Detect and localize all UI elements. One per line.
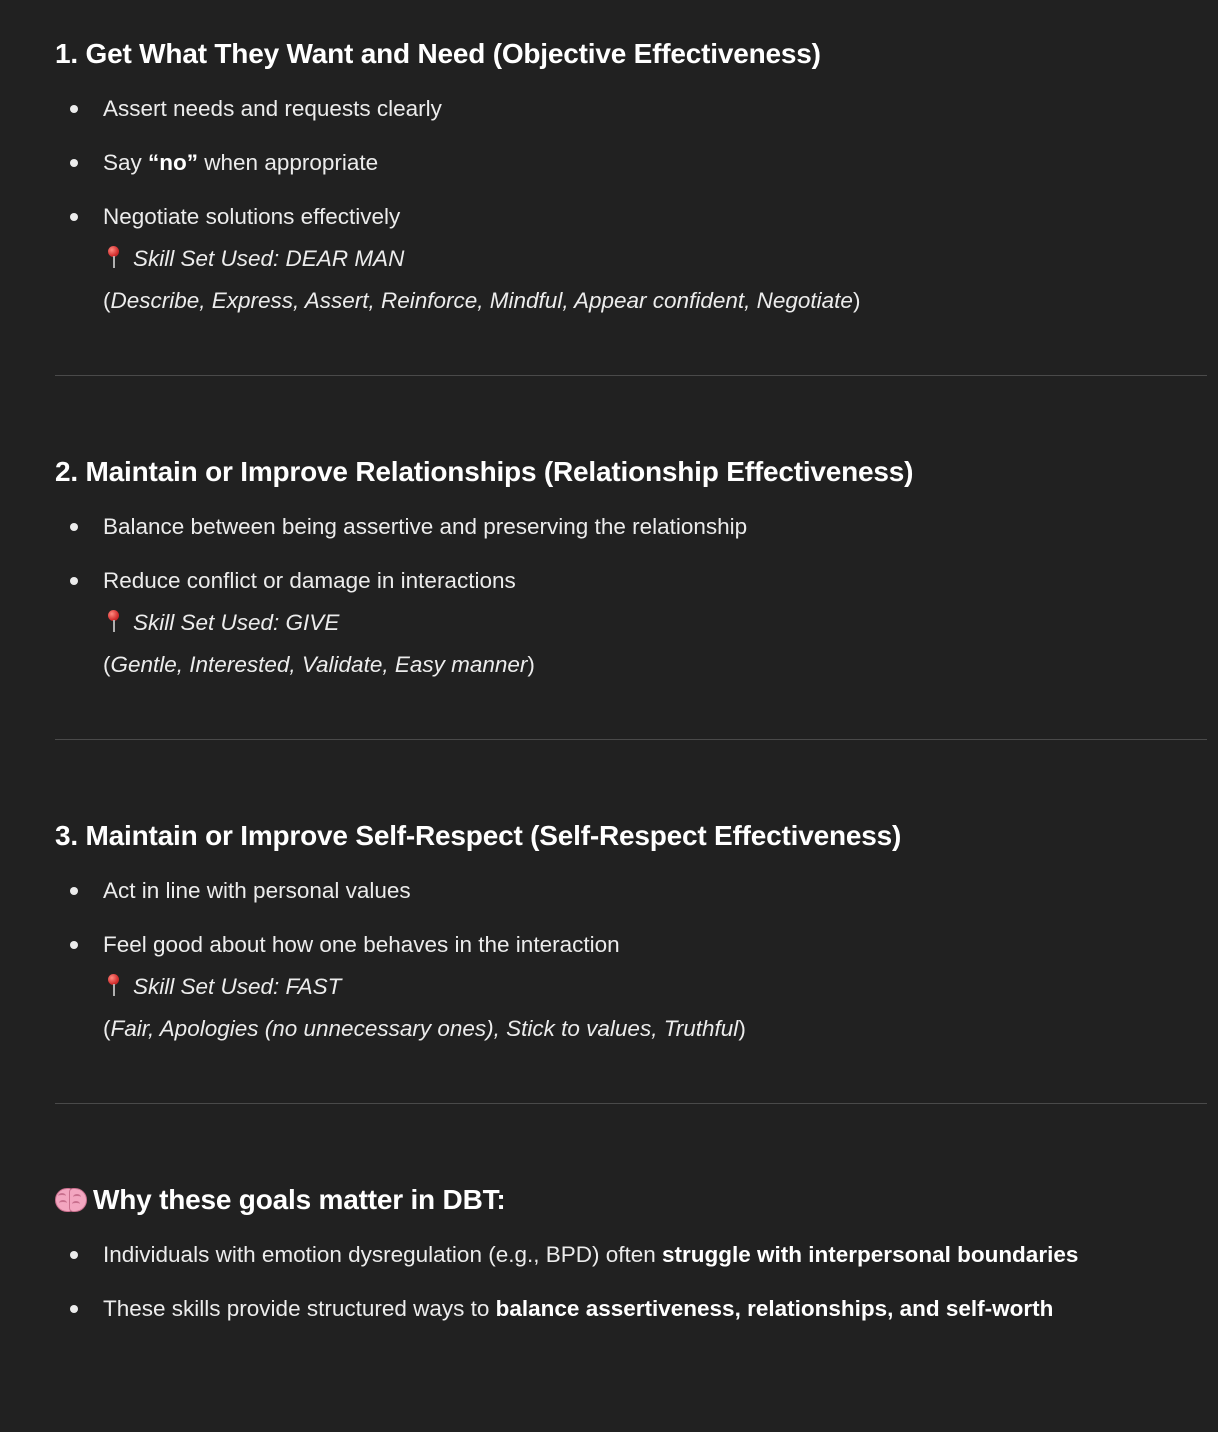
bullet-dot xyxy=(70,887,78,895)
bullet-list xyxy=(55,1234,1207,1330)
bullet-dot xyxy=(70,159,78,167)
list-item: Feel good about how one behaves in the interaction Skill Set Used: FAST (Fair, Apologies (no unnecessary ones), Stick to values, Truthful) xyxy=(55,924,1207,1050)
bullet-dot xyxy=(70,1251,78,1259)
list-item: Individuals with emotion dysregulation (e.g., BPD) often struggle with interpersonal boundaries xyxy=(55,1234,1207,1276)
list-item: Negotiate solutions effectively Skill Set Used: DEAR MAN (Describe, Express, Assert, Reinforce, Mindful, Appear confident, Negotiate) xyxy=(55,196,1207,322)
skill-expansion-line: (Gentle, Interested, Validate, Easy manner) xyxy=(103,652,535,677)
bullet-dot xyxy=(70,941,78,949)
bullet-dot xyxy=(70,1305,78,1313)
section-heading: Why these goals matter in DBT: xyxy=(55,1180,1207,1220)
bullet-dot xyxy=(70,213,78,221)
list-item: Balance between being assertive and preserving the relationship xyxy=(55,506,1207,548)
bullet-list xyxy=(55,870,1207,1050)
skill-set-line: Skill Set Used: FAST xyxy=(103,966,1207,1008)
list-item: These skills provide structured ways to balance assertiveness, relationships, and self-worth xyxy=(55,1288,1207,1330)
bullet-dot xyxy=(70,105,78,113)
list-item: Say “no” when appropriate xyxy=(55,142,1207,184)
section-objective-effectiveness xyxy=(55,0,1207,322)
section-heading: 3. Maintain or Improve Self-Respect (Self-Respect Effectiveness) xyxy=(55,820,902,851)
section-why-goals-matter xyxy=(55,1104,1207,1330)
section-heading: 1. Get What They Want and Need (Objective Effectiveness) xyxy=(55,38,821,69)
section-heading: 2. Maintain or Improve Relationships (Relationship Effectiveness) xyxy=(55,456,914,487)
list-item: Act in line with personal values xyxy=(55,870,1207,912)
pushpin-icon xyxy=(103,973,125,997)
section-self-respect-effectiveness xyxy=(55,740,1207,1050)
bullet-list xyxy=(55,88,1207,322)
skill-expansion-line: (Describe, Express, Assert, Reinforce, Mindful, Appear confident, Negotiate) xyxy=(103,288,861,313)
skill-set-line: Skill Set Used: DEAR MAN xyxy=(103,238,1207,280)
brain-icon xyxy=(55,1185,85,1213)
bullet-dot xyxy=(70,577,78,585)
list-item: Reduce conflict or damage in interactions Skill Set Used: GIVE (Gentle, Interested, Validate, Easy manner) xyxy=(55,560,1207,686)
skill-set-line: Skill Set Used: GIVE xyxy=(103,602,1207,644)
pushpin-icon xyxy=(103,245,125,269)
bullet-dot xyxy=(70,523,78,531)
list-item: Assert needs and requests clearly xyxy=(55,88,1207,130)
bullet-list xyxy=(55,506,1207,686)
section-relationship-effectiveness xyxy=(55,376,1207,686)
skill-expansion-line: (Fair, Apologies (no unnecessary ones), Stick to values, Truthful) xyxy=(103,1016,746,1041)
pushpin-icon xyxy=(103,609,125,633)
